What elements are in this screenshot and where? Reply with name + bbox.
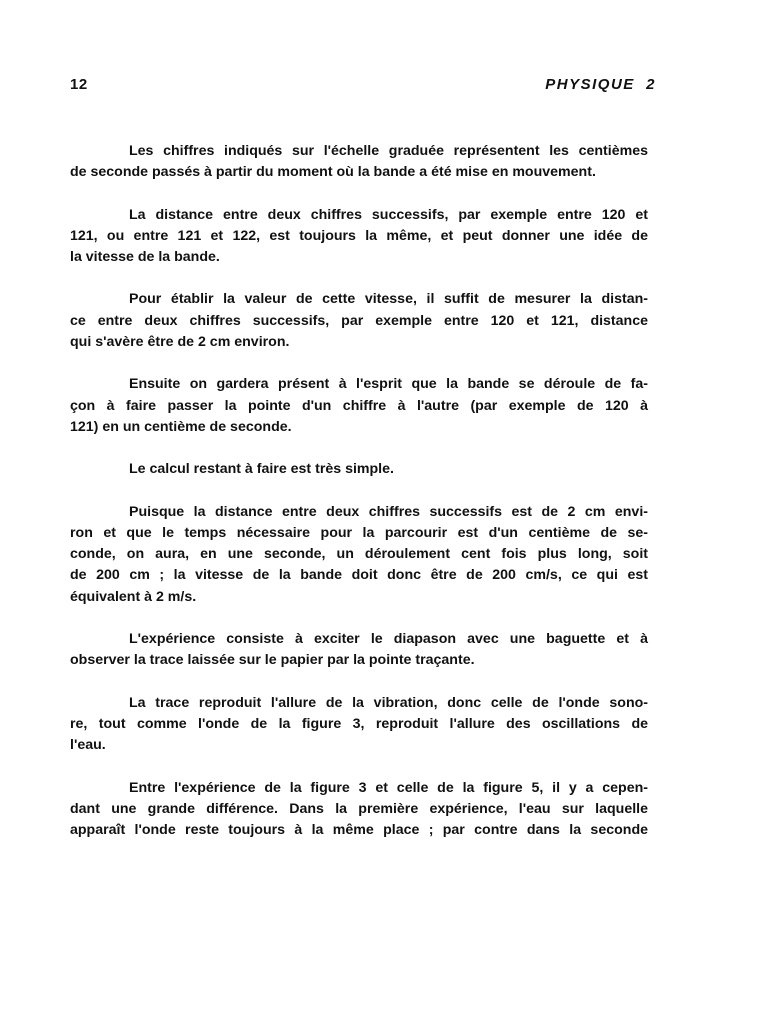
text-line: qui s'avère être de 2 cm environ. [70,334,290,351]
paragraph-8 [70,693,648,757]
text-line: La distance entre deux chiffres successifs, par exemple entre 120 et [129,206,648,223]
running-title: PHYSIQUE 2 [545,76,656,93]
text-line: Ensuite on gardera présent à l'esprit que la bande se déroule de fa- [129,376,648,393]
text-line: 121) en un centième de seconde. [70,418,292,435]
text-line: La trace reproduit l'allure de la vibration, donc celle de l'onde sono- [129,694,648,711]
text-line: conde, on aura, en une seconde, un déroulement cent fois plus long, soit [70,546,648,563]
paragraph-6 [70,502,648,608]
paragraph-2 [70,205,648,269]
paragraph-7 [70,629,648,672]
text-line: Entre l'expérience de la figure 3 et celle de la figure 5, il y a cepen- [129,779,648,796]
text-line: de 200 cm ; la vitesse de la bande doit donc être de 200 cm/s, ce qui est [70,567,648,584]
text-line: çon à faire passer la pointe d'un chiffre à l'autre (par exemple de 120 à [70,397,648,414]
text-line: observer la trace laissée sur le papier par la pointe traçante. [70,652,475,669]
paragraph-3 [70,289,648,353]
text-line: L'expérience consiste à exciter le diapason avec une baguette et à [129,631,648,648]
page-number: 12 [70,76,88,93]
body-text [70,141,648,862]
text-line: dant une grande différence. Dans la première expérience, l'eau sur laquelle [70,800,648,817]
text-line: re, tout comme l'onde de la figure 3, reproduit l'allure des oscillations de [70,715,648,732]
text-line: la vitesse de la bande. [70,249,220,266]
text-line: ce entre deux chiffres successifs, par exemple entre 120 et 121, distance [70,312,648,329]
text-line: de seconde passés à partir du moment où la bande a été mise en mouvement. [70,164,596,181]
text-line: Le calcul restant à faire est très simple. [129,461,394,478]
text-line: Puisque la distance entre deux chiffres successifs est de 2 cm envi- [129,503,648,520]
paragraph-4 [70,374,648,438]
text-line: 121, ou entre 121 et 122, est toujours la même, et peut donner une idée de [70,227,648,244]
text-line: équivalent à 2 m/s. [70,588,197,605]
paragraph-5 [70,459,648,480]
paragraph-1 [70,141,648,184]
text-line: Les chiffres indiqués sur l'échelle graduée représentent les centièmes [129,143,648,159]
text-line: Pour établir la valeur de cette vitesse, il suffit de mesurer la distan- [129,291,648,308]
text-line: l'eau. [70,737,106,754]
text-line: ron et que le temps nécessaire pour la parcourir est d'un centième de se- [70,524,648,541]
text-line: apparaît l'onde reste toujours à la même place ; par contre dans la seconde [70,822,648,839]
paragraph-9 [70,778,648,842]
page-header [70,76,656,96]
